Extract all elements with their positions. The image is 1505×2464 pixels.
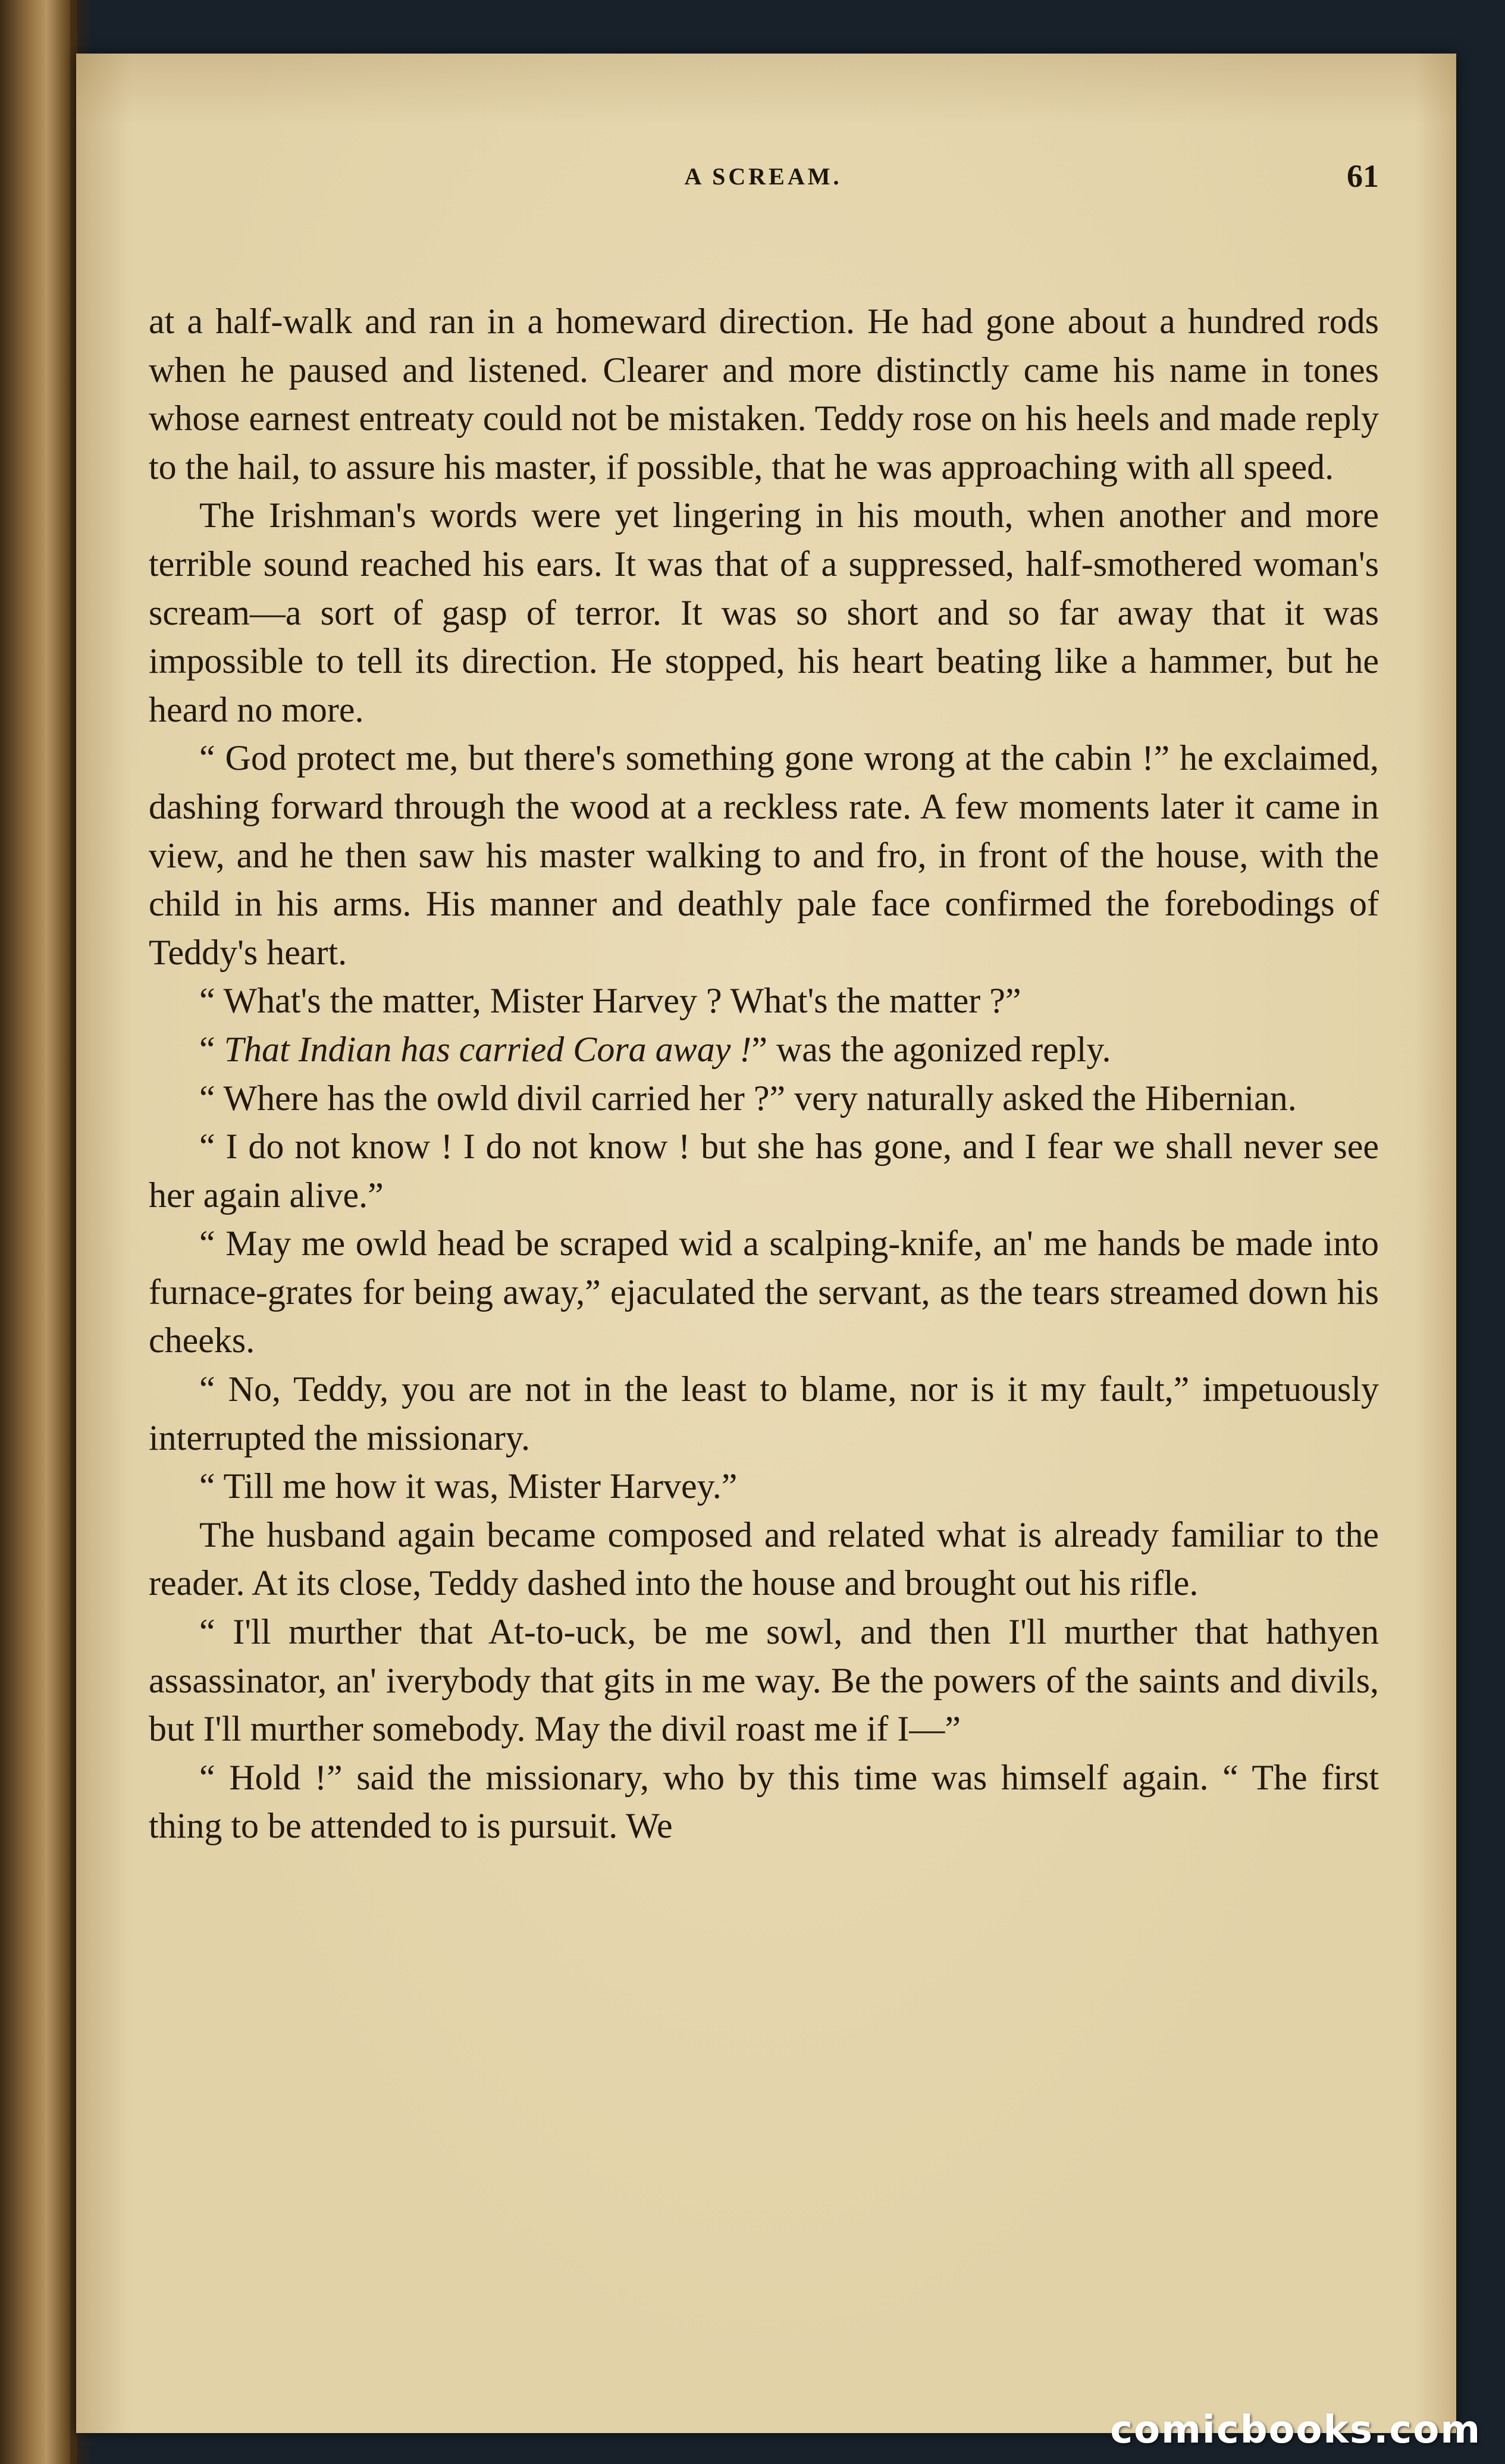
paragraph-10: “ Till me how it was, Mister Harvey.” <box>199 1466 738 1506</box>
book-page <box>76 54 1456 2433</box>
body-text <box>149 297 1379 1851</box>
paragraph-11: The husband again became composed and related what is already familiar to the reader. At its close, Teddy dashed into the house and brought out his rifle. <box>149 1515 1379 1603</box>
running-head: A SCREAM. <box>684 163 842 190</box>
paragraph-5-quote-open: “ <box>199 1029 224 1069</box>
paragraph-8: “ May me owld head be scraped wid a scalping-knife, an' me hands be made into furnace-grates for being away,” ejaculated the servant, as the tears streamed down his cheeks. <box>149 1224 1379 1360</box>
paragraph-9: “ No, Teddy, you are not in the least to blame, nor is it my fault,” impetuously interrupted the missionary. <box>149 1369 1379 1457</box>
page-number: 61 <box>1347 158 1379 194</box>
paragraph-5-rest: ” was the agonized reply. <box>751 1029 1111 1069</box>
paragraph-12: “ I'll murther that At-to-uck, be me sowl, and then I'll murther that hathyen assassinator, an' iverybody that gits in me way. Be the powers of the saints and divils, but I'll murther somebody. May the divil roast me if I—” <box>149 1612 1379 1749</box>
paragraph-2: The Irishman's words were yet lingering in his mouth, when another and more terrible sound reached his ears. It was that of a suppressed, half-smothered woman's scream—a sort of gasp of terror. It was so short and so far away that it was impossible to tell its direction. He stopped, his heart beating like a hammer, but he heard no more. <box>149 496 1379 729</box>
paragraph-1: at a half-walk and ran in a homeward direction. He had gone about a hundred rods when he paused and listened. Clearer and more distinctly came his name in tones whose earnest entreaty could not be mistaken. Teddy rose on his heels and made reply to the hail, to assure his master, if possible, that he was approaching with all speed. <box>149 302 1379 487</box>
watermark: comicbooks.com <box>1110 2408 1481 2452</box>
paragraph-6: “ Where has the owld divil carried her ?” very naturally asked the Hibernian. <box>199 1078 1297 1118</box>
paragraph-5-italic: That Indian has carried Cora away ! <box>224 1029 752 1069</box>
paragraph-3: “ God protect me, but there's something gone wrong at the cabin !” he exclaimed, dashing forward through the wood at a reckless rate. A few moments later it came in view, and he then saw his master walking to and fro, in front of the house, with the child in his arms. His manner and deathly pale face confirmed the forebodings of Teddy's heart. <box>149 738 1379 972</box>
paragraph-7: “ I do not know ! I do not know ! but she has gone, and I fear we shall never see her again alive.” <box>149 1127 1379 1215</box>
page-header <box>148 158 1379 205</box>
book-spine <box>0 0 77 2464</box>
paragraph-5 <box>149 1026 1379 1074</box>
paragraph-4: “ What's the matter, Mister Harvey ? What's the matter ?” <box>199 981 1021 1021</box>
paragraph-13: “ Hold !” said the missionary, who by this time was himself again. “ The first thing to be attended to is pursuit. We <box>149 1757 1379 1846</box>
